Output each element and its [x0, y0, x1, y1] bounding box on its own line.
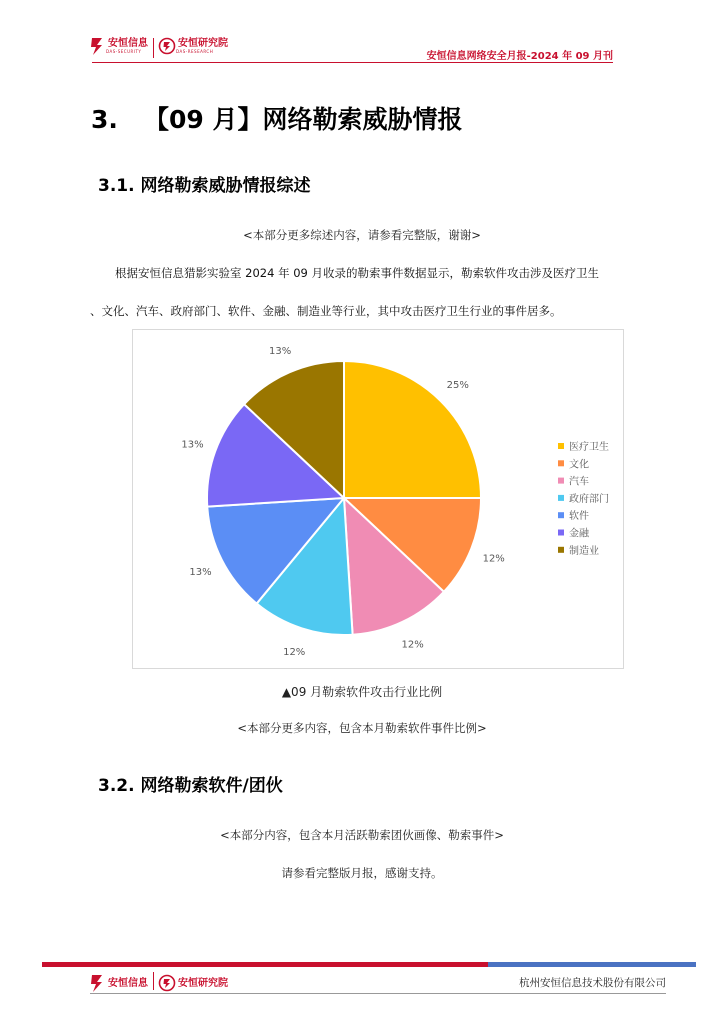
section-heading: 3. 【09 月】网络勒索威胁情报: [91, 105, 463, 134]
legend-swatch-3: [558, 478, 564, 484]
report-title: 安恒信息网络安全月报-2024 年 09 月刊: [426, 51, 613, 62]
pie-data-label-1: 25%: [446, 380, 469, 392]
legend-label-6: 金融: [569, 528, 589, 540]
legend-label-4: 政府部门: [569, 493, 609, 505]
footer-bar-red: [42, 962, 488, 967]
subsection-1-heading: 3.1. 网络勒索威胁情报综述: [98, 176, 311, 196]
header-logo-primary: [88, 33, 148, 59]
logo-primary-sub: DAS-SECURITY: [106, 49, 142, 54]
logo-secondary-text: 安恒研究院: [178, 38, 228, 49]
subsection-2-heading: 3.2. 网络勒索软件/团伙: [98, 776, 283, 796]
legend-label-1: 医疗卫生: [569, 442, 609, 453]
industry-pie-chart: [132, 329, 624, 669]
pie-data-label-5: 13%: [189, 567, 212, 579]
summary-note: <本部分更多综述内容，请参看完整版，谢谢>: [243, 228, 481, 242]
legend-swatch-1: [558, 443, 564, 449]
pie-data-label-3: 12%: [401, 639, 424, 651]
pie-data-label-6: 13%: [181, 439, 204, 451]
figure-caption: ▲09 月勒索软件攻击行业比例: [281, 685, 443, 699]
footer-logo-primary-text: 安恒信息: [108, 977, 148, 989]
legend-swatch-2: [558, 460, 564, 466]
legend-label-3: 汽车: [569, 476, 589, 488]
footer-divider: [90, 993, 666, 994]
legend-label-5: 软件: [569, 511, 589, 523]
logo-divider: [153, 38, 154, 58]
summary-paragraph-line-2: 、文化、汽车、政府部门、软件、金融、制造业等行业，其中攻击医疗卫生行业的事件居多。: [90, 304, 562, 318]
summary-paragraph-line-1: 根据安恒信息猎影实验室 2024 年 09 月收录的勒索事件数据显示，勒索软件攻击涉及医疗卫生: [115, 266, 600, 280]
legend-swatch-7: [558, 547, 564, 553]
legend-swatch-4: [558, 495, 564, 501]
pie-data-label-2: 12%: [482, 553, 505, 565]
legend-label-2: 文化: [569, 459, 589, 471]
footer-logo-secondary-text: 安恒研究院: [178, 977, 228, 989]
research-logo-icon: [158, 973, 176, 993]
legend-swatch-6: [558, 530, 564, 536]
research-logo-icon: [158, 36, 176, 56]
more-content-note: <本部分更多内容，包含本月勒索软件事件比例>: [237, 721, 487, 735]
das-logo-icon: [88, 973, 106, 993]
ransom-group-note: <本部分内容，包含本月活跃勒索团伙画像、勒索事件>: [220, 828, 504, 842]
footer-bar-blue: [488, 962, 696, 967]
footer-company: 杭州安恒信息技术股份有限公司: [519, 977, 666, 989]
logo-primary-text: 安恒信息: [108, 38, 148, 49]
pie-data-label-7: 13%: [268, 346, 292, 358]
legend-swatch-5: [558, 512, 564, 518]
header-logo-secondary: [158, 33, 228, 59]
logo-secondary-sub: DAS-RESEARCH: [176, 49, 214, 54]
footer-logo-divider: [153, 972, 154, 990]
full-report-note: 请参看完整版月报，感谢支持。: [281, 866, 443, 880]
pie-chart-svg: [133, 330, 623, 668]
das-logo-icon: [88, 36, 106, 56]
legend-label-7: 制造业: [569, 545, 599, 557]
pie-data-label-4: 12%: [283, 647, 306, 659]
header-divider: [92, 62, 613, 63]
